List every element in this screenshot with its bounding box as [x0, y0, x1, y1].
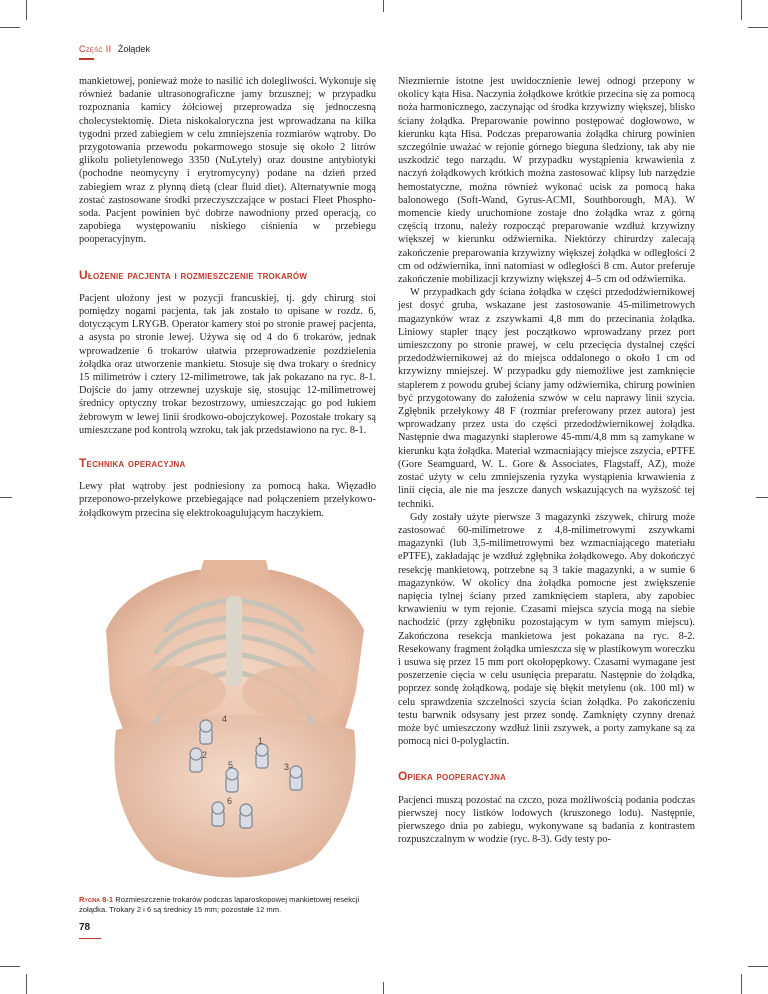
crop-mark [756, 497, 768, 498]
positioning-paragraph: Pacjent ułożony jest w pozycji francuskiej, tj. gdy chirurg stoi pomiędzy nogami pacjenta, tak jak zostało to opisane w rozdz. 6, dotyczącym LRYGB. Operator kamery stoi po stronie prawej pacjenta, a asysta po stronie lewej. Używa się od 4 do 6 trokarów, jednak wprowadzenie 6 trokarów ułatwia przeprowadzenie pozdzielenia żołądka oraz utworzenie mankietu. Stosuje się dwa trokary o średnicy 15 milimetrów i cztery 12-milimetrowe, tak jak pokazano na ryc. 8-1. Dojście do jamy otrzewnej uzyskuje się, stosując 12-milimetrowej średnicy optyczny trokar bezostrzowy, umieszczając go pod łukiem żebrowym w lewej linii środkowo-obojczykowej. Pozostałe trokary są umieszczane pod kontrolą wzroku, tak jak przedstawiono na ryc. 8-1. [79, 292, 376, 436]
section-heading-postoperative: Opieka pooperacyjna [398, 769, 507, 784]
crop-mark [0, 27, 20, 28]
crop-mark [26, 0, 27, 20]
stapling-paragraph: W przypadkach gdy ściana żołądka w części przedodźwiernikowej jest dosyć gruba, wskazane jest zastosowanie 45-milimetrowych magazynków wraz z zszywkami 4,8 mm do przecinania żołądka. Liniowy stapler tnący jest początkowo wprowadzany przez port umieszczony po stronie prawej, w celu przecięcia dystalnej części przedodźwiernikowej aż do miejsca oddalonego o około 1 cm od krzywizny mniejszej. W przypadku gdy niemożliwe jest zamknięcie staplerem z powodu grubej ściany jamy odźwiernika, chirurg powinien być przygotowany do założenia szwów w celu naprawy linii szycia. Zgłębnik przełykowy 48 F (rozmiar preferowany przez autora) jest wprowadzany przez usta do części przedodźwiernikowej żołądka. Następnie dwa magazynki staplerowe 45-mm/4,8 mm są zamykane w kierunku kąta żołądka. Materiał wzmacniający miejsce zszycia, ePTFE (Gore Seamguard, W. L. Gore & Associates, Flagstaff, AZ), może zostać użyty w celu zmniejszenia ryzyka wystąpienia krwawienia z linii cięcia, ale nie ma jeszcze danych wskazujących na wyższość tej techniki. [398, 287, 695, 510]
crop-mark [748, 27, 768, 28]
trocar-icon [212, 802, 224, 826]
postoperative-paragraph: Pacjenci muszą pozostać na czczo, poza możliwością podania podczas pierwszej nocy listków lodowych (kruszonego lodu). Następnie, pierwszego dnia po zabiegu, wykonywane są badania z kontrastem rozpuszczalnym w wodzie (ryc. 8-3). Gdy testy po- [398, 794, 695, 846]
chest-contour [130, 666, 226, 718]
left-column [79, 75, 376, 520]
page-number-rule [79, 938, 101, 939]
page-number: 78 [79, 922, 91, 933]
intro-paragraph: mankietowej, ponieważ może to nasilić ich dolegliwości. Wykonuje się również badanie ultrasonograficzne jamy brzusznej; w przypadku rozpoznania kamicy żółciowej przeprowadza się jednoczesną cholecystektomię. Dieta niskokaloryczna jest wprowadzana na kilka tygodni przed zabiegiem w celu zmniejszenia rozmiarów wątroby. Do przygotowania przewodu pokarmowego stosuje się około 2 litrów glikolu polietylenowego 3350 (NuLytely) oraz doustne antybiotyki (pochodne neomycyny i erytromycyny) podane na dzień przed zabiegiem wraz z płynną dietą (clear fluid diet). Alternatywnie mogą zostać zastosowane środki przeczyszczające w postaci Fleet Phospho-soda. Pacjent powinien być dobrze nawodniony przed operacją, co zapobiega występowaniu niskiego ciśnienia w przebiegu pooperacyjnym. [79, 76, 376, 246]
chapter-label: Żołądek [117, 44, 150, 54]
port-label: 6 [227, 796, 233, 806]
figure-caption [79, 895, 369, 915]
port-label: 3 [284, 762, 290, 772]
running-header [79, 44, 150, 54]
figure-label: Rycina 8-1 [79, 895, 114, 904]
crop-mark [741, 0, 742, 20]
abdomen [114, 715, 355, 878]
crop-mark [383, 0, 384, 12]
crop-mark [748, 966, 768, 967]
section-heading-technique: Technika operacyjna [79, 456, 186, 471]
port-label: 5 [228, 760, 234, 770]
port-label: 1 [258, 736, 264, 746]
section-heading-positioning: Ułożenie pacjenta i rozmieszczenie trokarów [79, 267, 308, 282]
chest-contour [242, 666, 338, 718]
trocar-icon [226, 768, 238, 792]
trocar-icon [190, 748, 202, 772]
dissection-paragraph: Niezmiernie istotne jest uwidocznienie lewej odnogi przepony w okolicy kąta Hisa. Naczynia żołądkowe krótkie przecina się za pomocą noża harmonicznego, zaczynając od środka krzywizny większej, blisko ściany żołądka. Preparowanie powinno postępować dogłowowo, w kierunku kąta Hisa. Podczas preparowania żołądka chirurg powinien szczególnie uważać w rejonie górnego bieguna śledziony, tak aby nie uszkodzić tego narządu. W przypadku wystąpienia krwawienia z naczyń żołądkowych krótkich można zastosować klipsy lub narzędzie hemostatyczne, można również wykonać ucisk za pomocą haka balonowego (Soft-Wand, Gyrus-ACMI, Southborough, MA). W momencie kiedy uruchomione zostaje dno żołądka wraz z górną częścią trzonu, należy rozpocząć preparowanie wzdłuż krzywizny większej w kierunku odźwiernika. Niektórzy chirurdzy zalecają zakończenie preparowania krzywizny większej żołądka w odległości 2 cm od odźwiernika, inni natomiast w odległości 8 cm. Autor preferuje zakończenie mobilizacji krzywizny większej 4–5 cm od odźwiernika. [398, 76, 695, 286]
sternum [226, 596, 242, 686]
neck [198, 560, 270, 584]
trocar-icon [256, 744, 268, 768]
header-rule [79, 58, 94, 60]
figure-caption-text: Rozmieszczenie trokarów podczas laparoskopowej mankietowej resekcji żołądka. Trokary 2 i 6 są średnicy 15 mm; pozostałe 12 mm. [79, 895, 360, 914]
crop-mark [0, 966, 20, 967]
crop-mark [741, 974, 742, 994]
crop-mark [383, 982, 384, 994]
resection-paragraph: Gdy zostały użyte pierwsze 3 magazynki zszywek, chirurg może zastosować 60-milimetrowe z 4,8-milimetrowymi zszywkami magazynki (lub 3,5-milimetrowymi bez wzmacniającego materiału ePTFE), zakładając je wzdłuż zgłębnika żołądkowego. Aby dokończyć resekcję mankietową, potrzebne są 3 takie magazynki, a w sumie 6 magazynków. W okolicy dna żołądka pomocne jest zwiększenie napięcia tylnej ściany przed zamknięciem staplera, aby zapobiec krwawieniu w tym rejonie. Czasami miejsca szycia mogą na siebie nachodzić (przy zgłębniku pozostającym w tym samym miejscu). Zakończona resekcja mankietowa jest pokazana na ryc. 8-2. Resekowany fragment żołądka umieszcza się w plastikowym woreczku i usuwa się przez 15 mm port okołopępkowy. Czasami wymagane jest poszerzenie cięcia w celu usunięcia preparatu. Następnie do żołądka, poprzez sondę żołądkową, podaje się błękit metylenu (ok. 100 ml) w celu sprawdzenia szczelności szycia ścian żołądka. Po zakończeniu testu barwnik odsysany jest przez sondę. Zamknięty czynny drenaż może być umieszczony wzdłuż linii zszywek, a porty zamykane są za pomocą nici 0-polyglactin. [398, 511, 695, 748]
technique-paragraph: Lewy płat wątroby jest podniesiony za pomocą haka. Więzadło przeponowo-przełykowe przebiegające nad połączeniem przełykowo-żołądkowym przecina się elektrokoagulującym haczykiem. [79, 481, 376, 519]
right-column [398, 75, 695, 846]
part-label: Część II [79, 44, 112, 54]
crop-mark [0, 497, 12, 498]
trocar-placement-illustration [86, 560, 382, 882]
crop-mark [26, 974, 27, 994]
trocar-icon [290, 766, 302, 790]
port-label: 2 [202, 750, 208, 760]
trocar-icon [240, 804, 252, 828]
port-label: 4 [222, 714, 228, 724]
trocar-icon [200, 720, 212, 744]
